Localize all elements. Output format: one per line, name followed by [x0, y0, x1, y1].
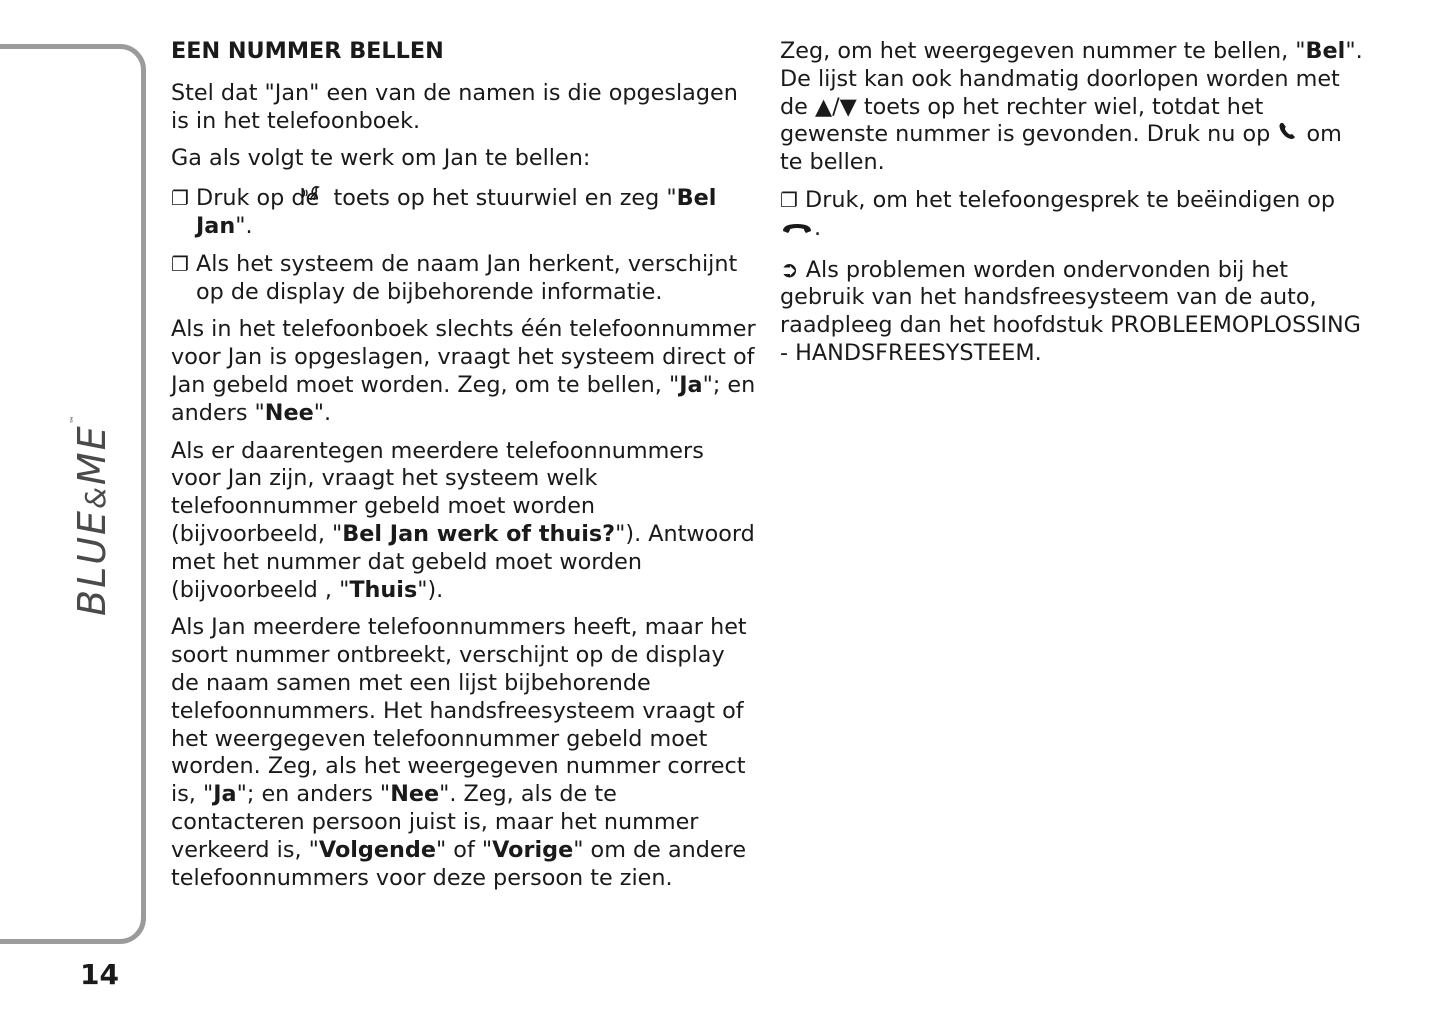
phone-hangup-icon: [805, 215, 814, 243]
left-column: [171, 38, 756, 902]
paragraph-missing-type: Als Jan meerdere telefoonnummers heeft, maar het soort nummer ontbreekt, verschijnt op de display de naam samen met een lijst bijbehorende telefoonnummers. Het handsfreesysteem vraagt of het weergegeven telefoonnummer gebeld moet worden. Zeg, als het weergegeven nummer correct is, "Ja"; en anders "Nee". Zeg, als de te contacteren persoon juist is, maar het nummer verkeerd is, "Volgende" of "Vorige" om de andere telefoonnummers voor deze persoon te zien.: [171, 614, 747, 891]
right-column: [780, 38, 1370, 378]
phone-pickup-icon: [1277, 121, 1299, 149]
paragraph-single-number: Als in het telefoonboek slechts één telefoonnummer voor Jan is opgeslagen, vraagt het systeem direct of Jan gebeld moet worden. Zeg, om te bellen, "Ja"; en anders "Nee".: [171, 316, 756, 426]
note-arrow-icon: ➲: [780, 256, 799, 283]
checkbox-bullet-icon: ❐: [780, 187, 798, 212]
paragraph-steps: Ga als volgt te werk om Jan te bellen:: [171, 145, 591, 172]
checkbox-bullet-icon: ❐: [171, 251, 189, 276]
note-troubleshooting: ➲ Als problemen worden ondervonden bij het gebruik van het handsfreesysteem van de auto, raadpleeg dan het hoofdstuk PROBLEEMOPLOSSING - HANDSFREESYSTEEM.: [780, 256, 1361, 366]
section-heading: EEN NUMMER BELLEN: [171, 38, 444, 64]
brand-text: BLUE&ME™: [70, 413, 114, 616]
paragraph-intro: Stel dat "Jan" een van de namen is die opgeslagen is in het telefoonboek.: [171, 79, 738, 134]
bullet-end-call: ❐ Druk, om het telefoongesprek te beëindigen op .: [780, 186, 1336, 241]
bullet-step-1: ❐ Druk op de toets op het stuurwiel en zeg "Bel Jan".: [171, 185, 717, 239]
checkbox-bullet-icon: ❐: [171, 186, 189, 211]
paragraph-call-number: Zeg, om het weergegeven nummer te bellen, "Bel". De lijst kan ook handmatig doorlopen worden met de ▲/▼ toets op het rechter wiel, totdat het gewenste nummer is gevonden. Druk nu op om te bellen.: [780, 38, 1363, 176]
up-down-arrows-icon: ▲/▼: [814, 93, 857, 120]
bullet-step-2: ❐ Als het systeem de naam Jan herkent, verschijnt op de display de bijbehorende informatie.: [171, 250, 738, 305]
paragraph-multiple-numbers: Als er daarentegen meerdere telefoonnummers voor Jan zijn, vraagt het systeem welk telefoonnummer gebeld moet worden (bijvoorbeeld, "Bel Jan werk of thuis?"). Antwoord met het nummer dat gebeld moet worden (bijvoorbeeld , "Thuis").: [171, 437, 755, 603]
page-number: 14: [80, 958, 119, 991]
